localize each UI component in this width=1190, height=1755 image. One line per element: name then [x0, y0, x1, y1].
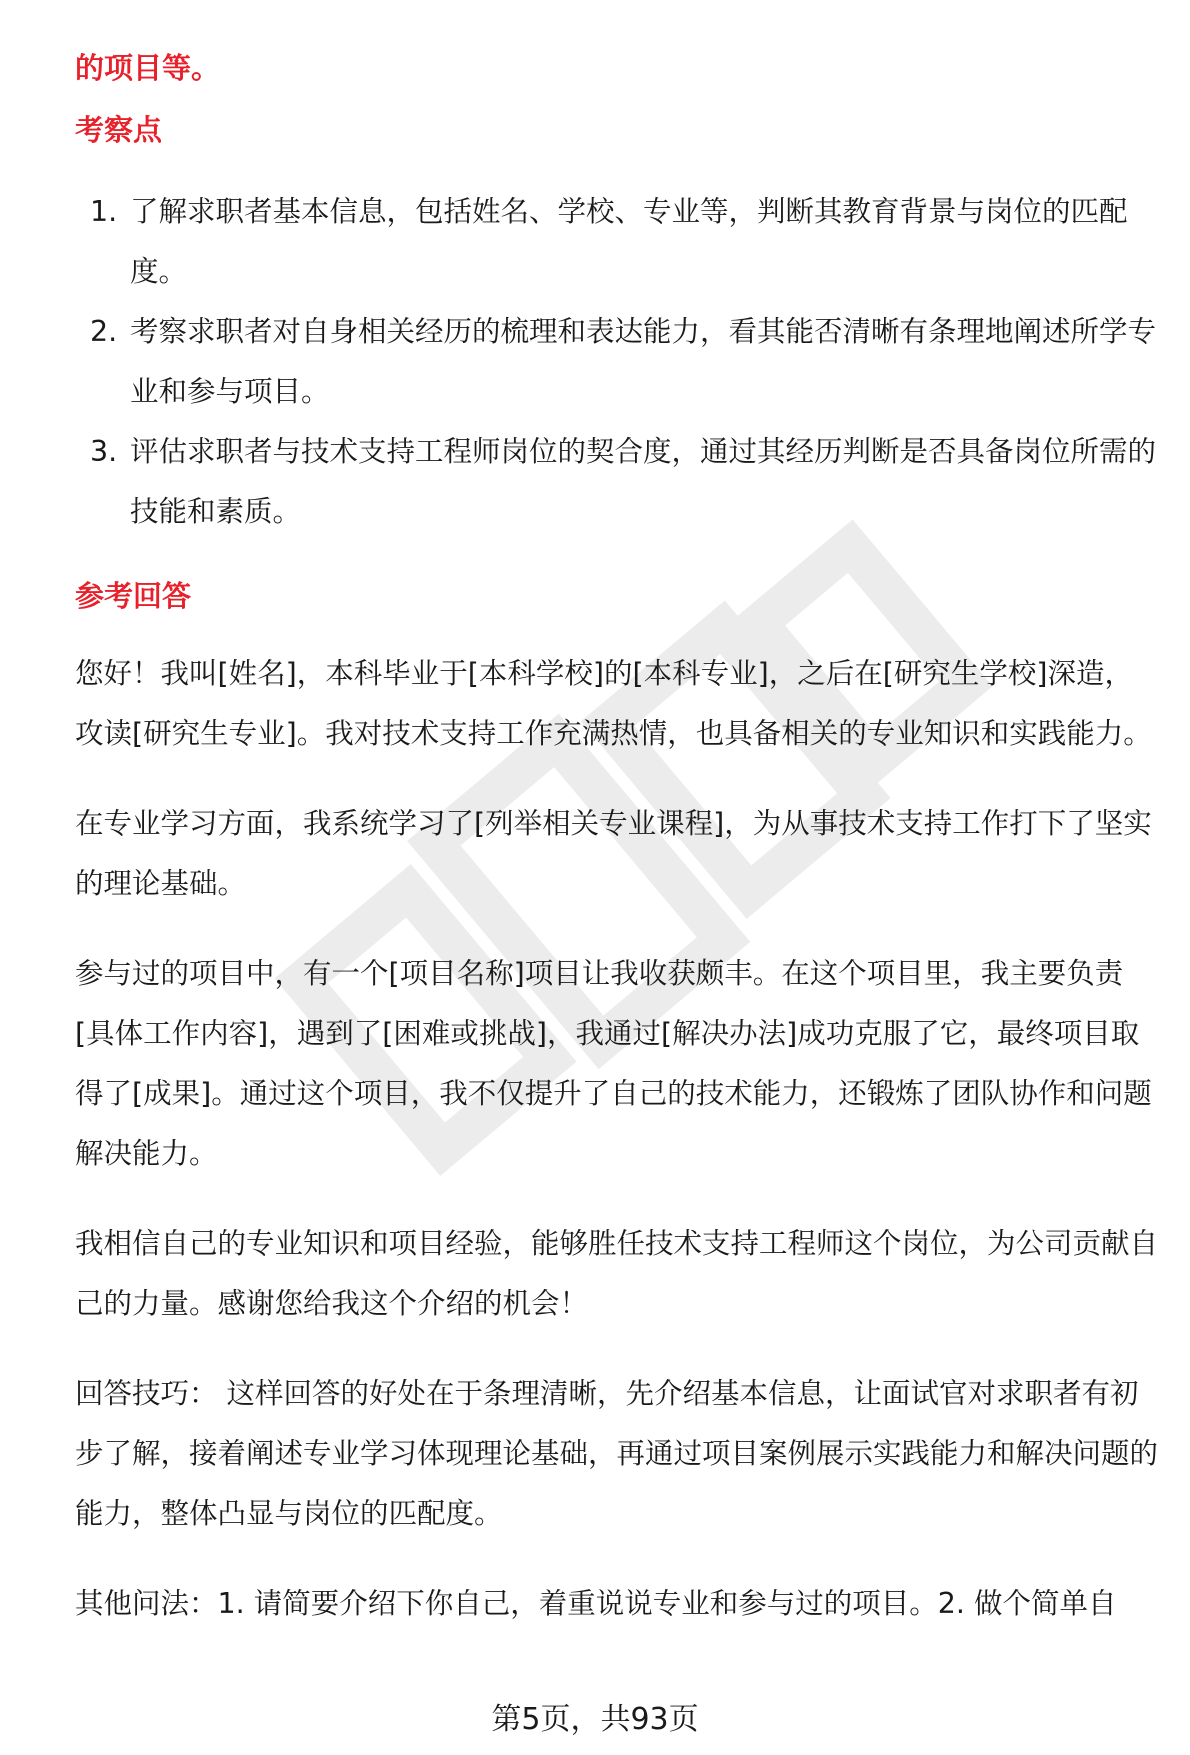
- alternative-questions-paragraph: 其他问法：1. 请简要介绍下你自己，着重说说专业和参与过的项目。2. 做个简单自: [75, 1587, 1117, 1620]
- list-item-text: 考察求职者对自身相关经历的梳理和表达能力，看其能否清晰有条理地阐述所学专业和参与项目。: [130, 315, 1157, 408]
- list-item-text: 了解求职者基本信息，包括姓名、学校、专业等，判断其教育背景与岗位的匹配度。: [130, 195, 1128, 288]
- section-heading-assessment: 考察点: [75, 113, 163, 147]
- assessment-points-list: [75, 182, 1160, 542]
- answer-tips-paragraph: 回答技巧： 这样回答的好处在于条理清晰，先介绍基本信息，让面试官对求职者有初步了解，接着阐述专业学习体现理论基础，再通过项目案例展示实践能力和解决问题的能力，整体凸显与岗位的匹配度。: [75, 1377, 1159, 1530]
- section-heading-reference-answer: 参考回答: [75, 579, 192, 613]
- list-item-text: 评估求职者与技术支持工程师岗位的契合度，通过其经历判断是否具备岗位所需的技能和素质。: [130, 435, 1157, 528]
- page-number-footer: 第5页，共93页: [491, 1702, 699, 1737]
- list-item: [75, 302, 1160, 422]
- list-item-number: 3.: [90, 435, 118, 468]
- answer-paragraph: 我相信自己的专业知识和项目经验，能够胜任技术支持工程师这个岗位，为公司贡献自己的力量。感谢您给我这个介绍的机会！: [75, 1227, 1159, 1320]
- list-item: [75, 422, 1160, 542]
- continued-text: 的项目等。: [75, 51, 221, 85]
- list-item-number: 1.: [90, 195, 118, 228]
- answer-paragraph: 参与过的项目中，有一个[项目名称]项目让我收获颇丰。在这个项目里，我主要负责[具体工作内容]，遇到了[困难或挑战]，我通过[解决办法]成功克服了它，最终项目取得了[成果]。通过这个项目，我不仅提升了自己的技术能力，还锻炼了团队协作和问题解决能力。: [75, 957, 1152, 1170]
- list-item-number: 2.: [90, 315, 118, 348]
- answer-paragraph: 在专业学习方面，我系统学习了[列举相关专业课程]，为从事技术支持工作打下了坚实的理论基础。: [75, 807, 1152, 900]
- list-item: [75, 182, 1160, 302]
- answer-paragraph: 您好！我叫[姓名]，本科毕业于[本科学校]的[本科专业]，之后在[研究生学校]深造，攻读[研究生专业]。我对技术支持工作充满热情，也具备相关的专业知识和实践能力。: [75, 657, 1152, 750]
- document-content: [75, 48, 1160, 1664]
